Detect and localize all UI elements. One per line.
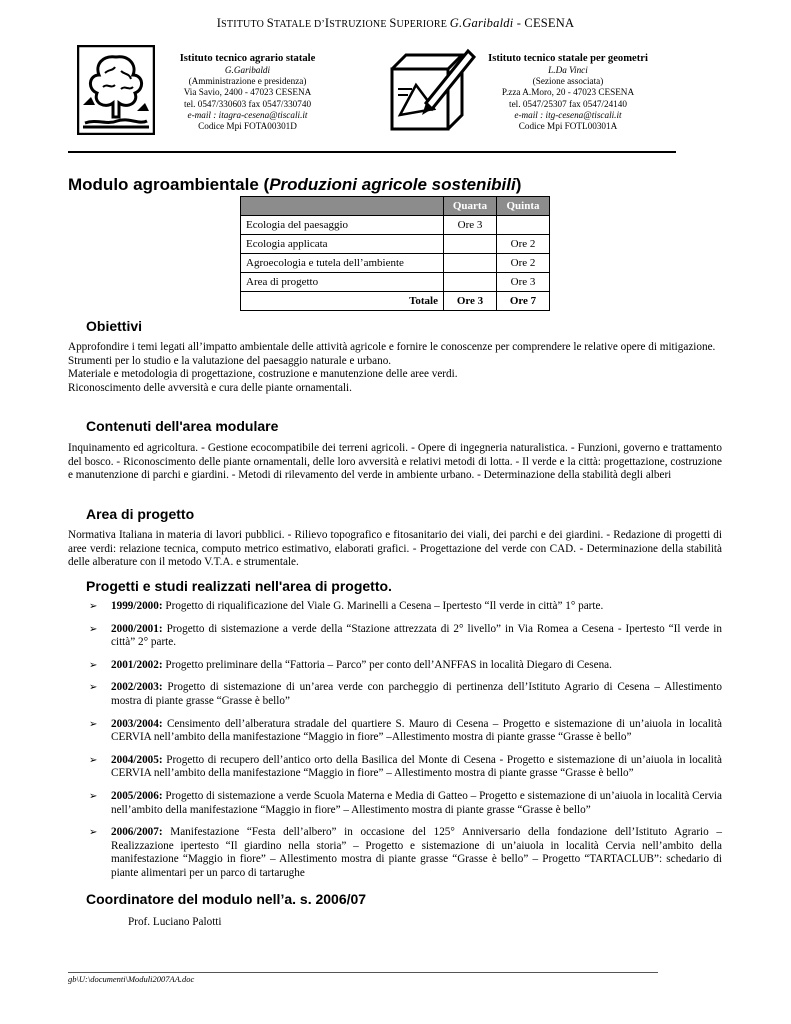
school-code: Codice Mpi FOTL00301A	[518, 121, 618, 132]
drafting-pen-icon	[386, 45, 478, 135]
tree-icon	[77, 45, 155, 135]
school-address: P.zza A.Moro, 20 - 47023 CESENA	[501, 87, 635, 98]
school-name: Istituto tecnico agrario statale	[179, 53, 316, 64]
projects-list	[68, 600, 722, 890]
section-title-obiettivi: Obiettivi	[86, 318, 143, 334]
contenuti-text: Inquinamento ed agricoltura. - Gestione ecocompatibile dei terreni agricoli. - Opere di ingegneria naturalistica. - Funzioni, governo e trattamento del bosco. - Riconoscimento delle piante ornamentali, delle loro avversità e relativi metodi di lotta. - Il verde e la città: progettazione, costruzione e manutenzione di parchi e giardini. - Metodi di rilevamento del verde in ambiente urbano. - Determinazione della stabilità degli alberi	[68, 442, 722, 482]
subject-cell: Area di progetto	[241, 273, 444, 292]
arrow-bullet-icon: ➢	[89, 827, 98, 839]
total-label: Totale	[241, 292, 444, 311]
section-title-progetti: Progetti e studi realizzati nell'area di progetto.	[86, 578, 392, 594]
list-item: ➢ 2005/2006: Progetto di sistemazione a verde Scuola Materna e Media di Gatteo – Progetto e sistemazione di un’aiuola in località Cervia nell’ambito della manifestazione “Maggio in fiore” – Allestimento mostra di piante grasse “Grasse è bello”	[89, 789, 722, 816]
title-city: - CESENA	[513, 16, 575, 30]
surveyor-school-info	[468, 52, 668, 132]
obiettivi-text	[68, 341, 722, 395]
list-item: ➢ 2006/2007: Manifestazione “Festa dell’albero” in occasione del 125° Anniversario della fondazione dell’Istituto Agrario – Realizzazione ipertesto “Il giardino nella storia” – Progetto e sistemazione di un’aiuola in località Cervia nell’ambito della manifestazione “Maggio in fiore” – Allestimento mostra di piante grasse “Grasse è bello” – Progetto “TARTACLUB”: schedario di piante alimentari per un parco di tartarughe	[89, 826, 722, 879]
obiettivi-line: Materiale e metodologia di progettazione, costruzione e manutenzione delle aree verdi.	[68, 368, 458, 381]
list-item: ➢ 2004/2005: Progetto di recupero dell’antico orto della Basilica del Monte di Cesena - Progetto e sistemazione di un’aiuola in località CERVIA nell’ambito della manifestazione “Maggio in fiore” – Allestimento mostra di piante grasse “Grasse è bello”	[89, 753, 722, 780]
table-row	[241, 216, 550, 235]
hours-cell: Ore 3	[497, 273, 550, 292]
subject-cell: Ecologia applicata	[241, 235, 444, 254]
section-title-area-progetto: Area di progetto	[86, 506, 195, 522]
school-subname: G.Garibaldi	[224, 65, 271, 75]
school-address: Via Savio, 2400 - 47023 CESENA	[183, 87, 312, 98]
table-row	[241, 235, 550, 254]
document-path: gb\U:\documenti\Moduli2007AA.doc	[68, 974, 195, 984]
school-email[interactable]: e-mail : itagra-cesena@tiscali.it	[187, 109, 308, 120]
arrow-bullet-icon: ➢	[89, 659, 98, 671]
school-name: Istituto tecnico statale per geometri	[488, 53, 648, 64]
arrow-bullet-icon: ➢	[89, 601, 98, 612]
coordinator-name: Prof. Luciano Palotti	[128, 916, 222, 928]
obiettivi-line: Riconoscimento delle avversità e cura delle piante ornamentali.	[68, 381, 352, 394]
footer-divider	[68, 972, 658, 973]
table-header-cell: Quinta	[497, 197, 550, 216]
total-quinta: Ore 7	[497, 292, 550, 311]
module-title: Modulo agroambientale (Produzioni agricole sostenibili)	[68, 175, 522, 194]
table-row	[241, 273, 550, 292]
arrow-bullet-icon: ➢	[89, 682, 98, 694]
school-note: (Sezione associata)	[532, 76, 604, 87]
header-divider	[68, 151, 676, 153]
table-header-row	[241, 197, 550, 216]
school-email[interactable]: e-mail : itg-cesena@tiscali.it	[514, 109, 622, 120]
arrow-bullet-icon: ➢	[89, 623, 98, 635]
arrow-bullet-icon: ➢	[89, 790, 98, 802]
title-part: SUPERIORE	[389, 16, 450, 30]
area-progetto-text: Normativa Italiana in materia di lavori pubblici. - Rilievo topografico e fitosanitario dei viali, dei parchi e dei giardini. - Redazione di progetti di aree verdi: relazione tecnica, computo metrico estimativo, elaborati grafici. - Progettazione del verde con CAD. - Determinazione della stabilità delle alberature con il metodo V.T.A. e strumentale.	[68, 529, 722, 569]
section-title-contenuti: Contenuti dell'area modulare	[86, 418, 279, 434]
hours-cell	[497, 216, 550, 235]
subject-cell: Ecologia del paesaggio	[241, 216, 444, 235]
section-title-coordinatore: Coordinatore del modulo nell’a. s. 2006/07	[86, 891, 367, 907]
hours-cell	[444, 273, 497, 292]
total-quarta: Ore 3	[444, 292, 497, 311]
school-subname: L.Da Vinci	[548, 65, 588, 75]
list-item: ➢ 2001/2002: Progetto preliminare della “Fattoria – Parco” per conto dell’ANFFAS in località Diegaro di Cesena.	[89, 658, 612, 671]
school-phone: tel. 0547/330603 fax 0547/330740	[183, 98, 312, 109]
obiettivi-line: Strumenti per lo studio e la valutazione del paesaggio naturale e urbano.	[68, 354, 392, 367]
title-part: ISTITUTO	[216, 16, 267, 30]
title-italic: G.Garibaldi	[449, 16, 514, 30]
hours-table	[240, 196, 550, 311]
hours-cell: Ore 2	[497, 235, 550, 254]
list-item: ➢ 2002/2003: Progetto di sistemazione di un’area verde con parcheggio di pertinenza dell’Istituto Agrario di Cesena – Allestimento mostra di piante grasse “Grasse è bello”	[89, 681, 722, 707]
institute-title	[0, 16, 791, 31]
title-part: ISTRUZIONE	[324, 16, 390, 30]
list-item: ➢ 2003/2004: Censimento dell’alberatura stradale del quartiere S. Mauro di Cesena – Progetto e sistemazione di un’aiuola in località CERVIA nell’ambito della manifestazione “Maggio in fiore” –Allestimento mostra di piante grasse “Grasse è bello”	[89, 717, 722, 744]
table-header-cell	[241, 197, 444, 216]
arrow-bullet-icon: ➢	[89, 754, 98, 766]
school-note: (Amministrazione e presidenza)	[188, 76, 307, 87]
hours-cell	[444, 254, 497, 273]
school-code: Codice Mpi FOTA00301D	[198, 121, 297, 132]
hours-cell	[444, 235, 497, 254]
hours-cell: Ore 2	[497, 254, 550, 273]
subject-cell: Agroecologia e tutela dell’ambiente	[241, 254, 444, 273]
arrow-bullet-icon: ➢	[89, 718, 98, 730]
hours-cell: Ore 3	[444, 216, 497, 235]
agrarian-school-info	[155, 52, 340, 132]
title-part: STATALE D’	[266, 16, 325, 30]
obiettivi-line: Approfondire i temi legati all’impatto ambientale delle attività agricole e fornire le conoscenze per comprendere le relative opere di mitigazione.	[68, 341, 716, 353]
list-item: ➢ 1999/2000: Progetto di riqualificazione del Viale G. Marinelli a Cesena – Ipertesto “Il verde in città” 1° parte.	[89, 600, 604, 612]
table-row	[241, 254, 550, 273]
table-header-cell: Quarta	[444, 197, 497, 216]
table-total-row	[241, 292, 550, 311]
list-item: ➢ 2000/2001: Progetto di sistemazione a verde della “Stazione attrezzata di 2° livello” in Via Romea a Cesena - Ipertesto “Il verde in città” 2° parte.	[89, 622, 722, 649]
school-phone: tel. 0547/25307 fax 0547/24140	[509, 98, 627, 109]
